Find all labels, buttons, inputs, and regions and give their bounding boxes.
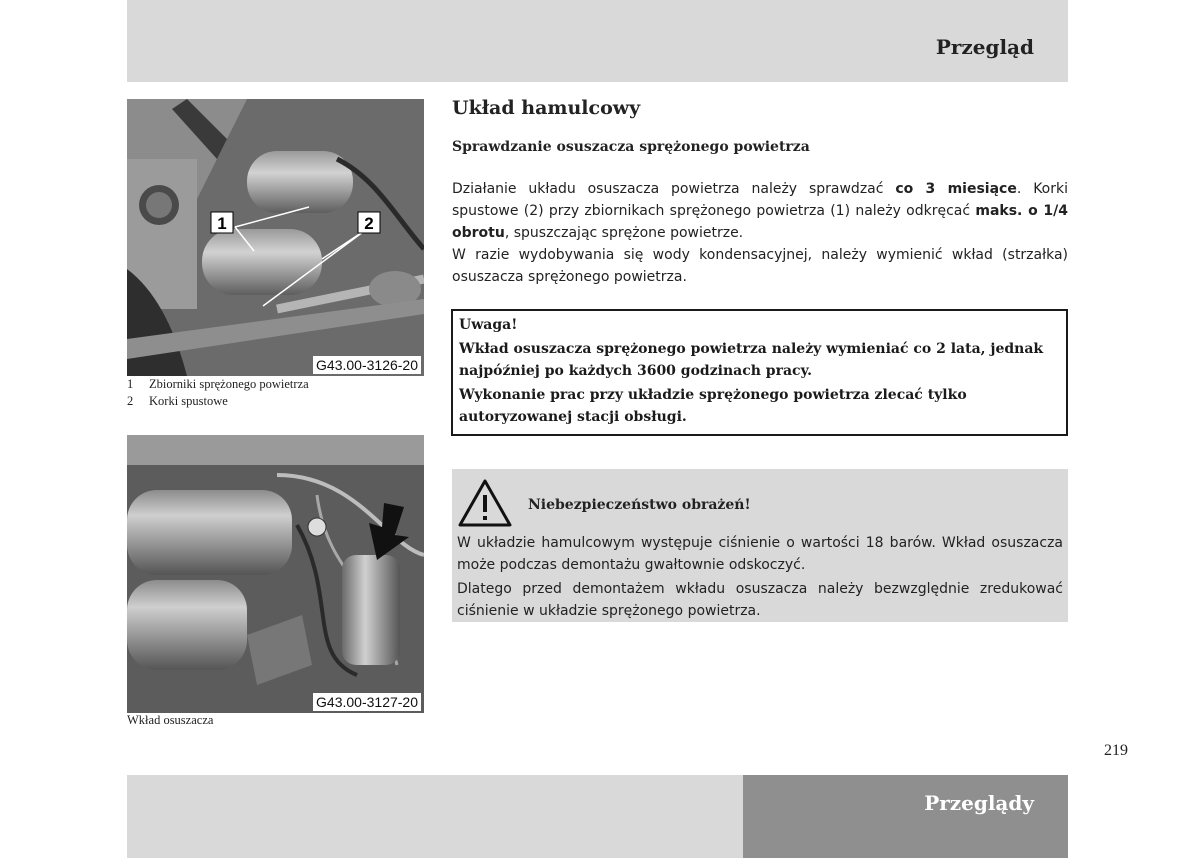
paragraph: Dlatego przed demontażem wkładu osuszacza należy bezwzględnie zredukować ciśnienie w układzie sprężonego powietrza.	[457, 581, 1063, 619]
notice-line: Wykonanie prac przy układzie sprężonego powietrza zlecać tylko autoryzowanej stacji obsługi.	[459, 387, 967, 425]
photo2-caption: Wkład osuszacza	[127, 713, 214, 727]
callout-2: 2	[364, 214, 374, 233]
photo1-legend	[127, 376, 309, 410]
danger-text	[457, 532, 1063, 624]
paragraph: W układzie hamulcowym występuje ciśnienie o wartości 18 barów. Wkład osuszacza może podczas demontażu gwałtownie odskoczyć.	[457, 535, 1063, 573]
photo-air-tanks	[127, 99, 424, 376]
page-header	[127, 0, 1068, 82]
section-title: Układ hamulcowy	[452, 97, 641, 119]
notice-heading: Uwaga!	[459, 317, 518, 333]
chapter-tab	[743, 775, 1068, 858]
legend-item: 1 Zbiorniki sprężonego powietrza	[127, 377, 309, 391]
air-tanks-illustration	[127, 99, 424, 376]
paragraph: W razie wydobywania się wody kondensacyjnej, należy wymienić wkład (strzałka) osuszacza sprężonego powietrza.	[452, 247, 1068, 285]
notice-box	[451, 309, 1068, 436]
section-subtitle: Sprawdzanie osuszacza sprężonego powietrza	[452, 139, 810, 155]
photo-dryer-cartridge	[127, 435, 424, 713]
notice-line: Wkład osuszacza sprężonego powietrza należy wymieniać co 2 lata, jednak najpóźniej po każdych 3600 godzinach pracy.	[459, 341, 1044, 379]
callout-1: 1	[217, 214, 227, 233]
photo-code: G43.00-3126-20	[313, 356, 421, 374]
chapter-tab-label: Przeglądy	[924, 791, 1034, 815]
paragraph: Działanie układu osuszacza powietrza należy sprawdzać co 3 miesiące. Korki spustowe (2) przy zbiornikach sprężonego powietrza (1) należy odkręcać maks. o 1/4 obrotu, spuszczając sprężone powietrze.	[452, 181, 1068, 241]
danger-box	[452, 469, 1068, 622]
instructions-text	[452, 178, 1068, 288]
warning-triangle-icon	[457, 478, 513, 528]
danger-title: Niebezpieczeństwo obrażeń!	[528, 497, 751, 513]
page-footer	[127, 775, 1068, 858]
legend-item: 2 Korki spustowe	[127, 394, 228, 408]
page-number: 219	[1104, 742, 1128, 759]
dryer-illustration	[127, 435, 424, 713]
header-title: Przegląd	[935, 35, 1034, 59]
photo-code: G43.00-3127-20	[313, 693, 421, 711]
